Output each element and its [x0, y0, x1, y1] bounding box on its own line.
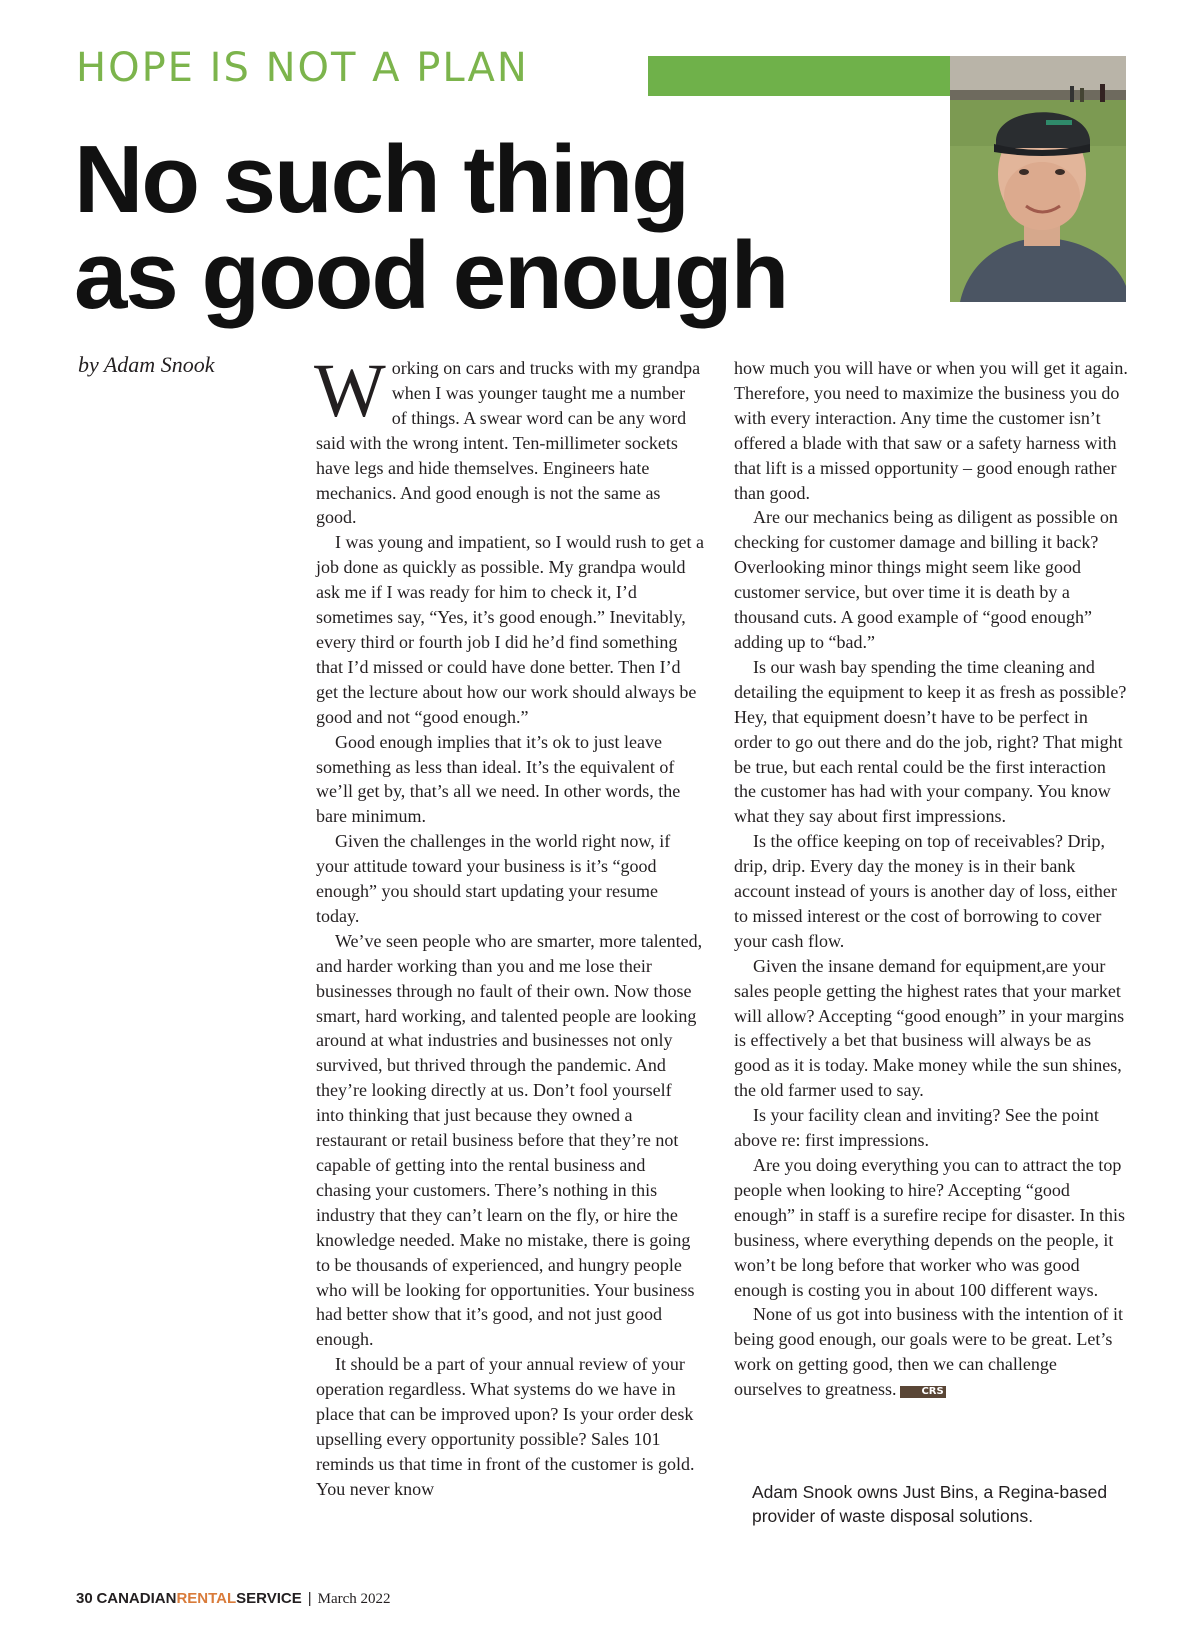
- magazine-name: [96, 1590, 301, 1607]
- author-photo: [950, 56, 1126, 302]
- article-paragraph: [314, 349, 704, 530]
- article-paragraph: We’ve seen people who are smarter, more talented, and harder working than you and me lose their businesses through no fault of their own. Now those smart, hard working, and talented people are looking around at what industries and businesses not only survived, but thrived through the pandemic. And they’re looking directly at us. Don’t fool yourself into thinking that just because they owned a restaurant or retail business before that they’re not capable of getting into the rental business and chasing your customers. There’s nothing in this industry that they can’t learn on the fly, or hire the knowledge needed. Make no mistake, there is going to be thousands of experienced, and hungry people who will be looking for opportunities. Your business had better show that it’s good, and not just good enough.: [316, 930, 703, 1350]
- paragraph-text: None of us got into business with the intention of it being good enough, our goals were to be great. Let’s work on getting good, then we can challenge ourselves to greatness.: [734, 1304, 1123, 1400]
- article-paragraph: Given the challenges in the world right now, if your attitude toward your business is it’s “good enough” you should start updating your resume today.: [316, 831, 671, 926]
- headline-line-2: as good enough: [74, 222, 788, 329]
- author-bio: Adam Snook owns Just Bins, a Regina-based provider of waste disposal solutions.: [752, 1482, 1108, 1526]
- article-paragraph: Is the office keeping on top of receivables? Drip, drip, drip. Every day the money is in their bank account instead of yours is another day of loss, either to missed interest or the cost of borrowing to cover your cash flow.: [734, 831, 1117, 951]
- magazine-name-part: SERVICE: [236, 1590, 302, 1607]
- page-number: 30: [76, 1590, 93, 1607]
- headline-line-1: No such thing: [74, 126, 688, 233]
- magazine-name-part: CANADIAN: [96, 1590, 177, 1607]
- issue-date: March 2022: [317, 1591, 391, 1607]
- article-paragraph: Good enough implies that it’s ok to just leave something as less than ideal. It’s the equivalent of we’ll get by, that’s all we need. In other words, the bare minimum.: [316, 731, 681, 827]
- end-mark-icon: CRS: [900, 1386, 945, 1398]
- footer-separator: |: [307, 1590, 312, 1607]
- article-paragraph: Is your facility clean and inviting? See the point above re: first impressions.: [734, 1105, 1099, 1151]
- paragraph-text: orking on cars and trucks with my grandpa when I was younger taught me a number of things. A swear word can be any word said with the wrong intent. Ten-millimeter sockets have legs and hide themselves. Engineers hate mechanics. And good enough is not the same as good.: [316, 358, 701, 528]
- page-footer: [76, 1590, 391, 1608]
- article-paragraph: [734, 1302, 1128, 1402]
- column-label: HOPE IS NOT A PLAN: [76, 45, 529, 91]
- article-paragraph: how much you will have or when you will get it again. Therefore, you need to maximize the business you do with every interaction. Any time the customer isn’t offered a blade with that saw or a safety harness with that lift is a missed opportunity – good enough rather than good.: [734, 358, 1128, 503]
- article-paragraph: Given the insane demand for equipment,are your sales people getting the highest rates that your market will allow? Accepting “good enough” in your margins is effectively a bet that business will always be as good as it is today. Make money while the sun shines, the old farmer used to say.: [734, 955, 1125, 1101]
- article-column-1: [314, 349, 704, 1502]
- section-accent-bar: [648, 56, 950, 96]
- article-paragraph: Are our mechanics being as diligent as possible on checking for customer damage and billing it back? Overlooking minor things might seem like good customer service, but over time it is death by a thousand cuts. A good example of “good enough” adding up to “bad.”: [734, 507, 1118, 652]
- article-paragraph: It should be a part of your annual review of your operation regardless. What systems do we have in place that can be improved upon? Is your order desk upselling every opportunity possible? Sales 101 reminds us that time in front of the customer is gold. You never know: [316, 1354, 695, 1499]
- article-paragraph: Is our wash bay spending the time cleaning and detailing the equipment to keep it as fresh as possible? Hey, that equipment doesn’t have to be perfect in order to go out there and do the job, right? That might be true, but each rental could be the first interaction the customer has had with your company. You know what they say about first impressions.: [734, 656, 1127, 827]
- article-paragraph: Are you doing everything you can to attract the top people when looking to hire? Accepting “good enough” in staff is a surefire recipe for disaster. In this business, where everything depends on the people, it won’t be long before that worker who was good enough is costing you in about 100 different ways.: [734, 1155, 1126, 1300]
- article-column-2: [734, 356, 1128, 1402]
- article-paragraph: I was young and impatient, so I would rush to get a job done as quickly as possible. My grandpa would ask me if I was ready for him to check it, I’d sometimes say, “Yes, it’s good enough.” Inevitably, every third or fourth job I did he’d find something that I’d missed or could have done better. Then I’d get the lecture about how our work should always be good and not “good enough.”: [316, 532, 704, 727]
- article-headline: [74, 126, 788, 329]
- byline: by Adam Snook: [78, 352, 215, 377]
- drop-cap: W: [314, 349, 386, 433]
- magazine-name-accent: RENTAL: [176, 1590, 237, 1607]
